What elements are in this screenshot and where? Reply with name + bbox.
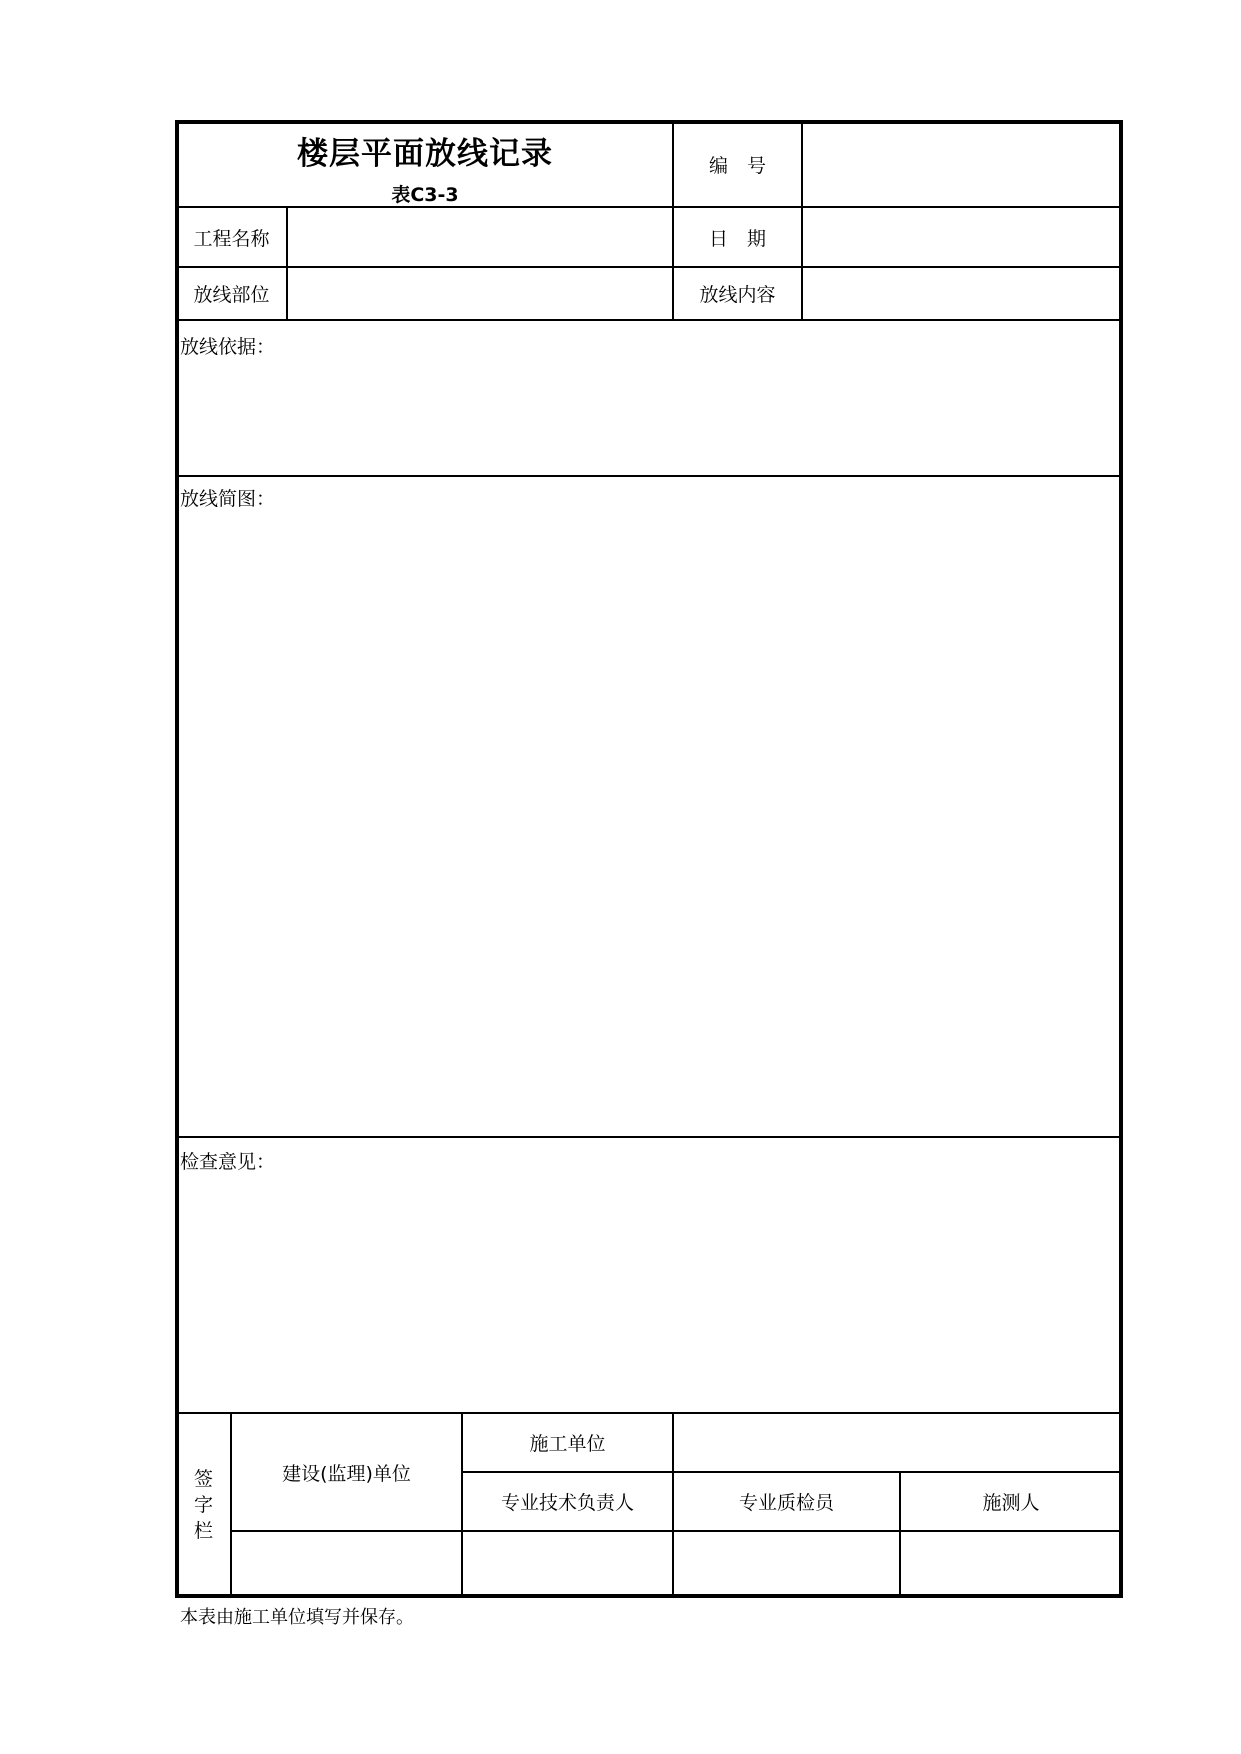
qc-signature-field[interactable] <box>674 1532 899 1596</box>
form-frame <box>175 120 1123 1598</box>
form-title: 楼层平面放线记录 <box>297 136 553 172</box>
row-divider-basis <box>177 475 1121 477</box>
project-name-field[interactable] <box>288 208 672 266</box>
sign-column-char-3: 栏 <box>193 1520 213 1542</box>
location-label: 放线部位 <box>193 284 270 306</box>
row-divider-sketch <box>177 1136 1121 1138</box>
basis-label: 放线依据： <box>180 336 276 358</box>
surveyor-label: 施测人 <box>982 1492 1040 1514</box>
sketch-label: 放线简图： <box>180 488 276 510</box>
form-subtitle: 表C3-3 <box>391 184 459 206</box>
opinion-label: 检查意见： <box>180 1151 276 1173</box>
date-label: 日 期 <box>708 227 766 250</box>
qc-label: 专业质检员 <box>738 1492 834 1514</box>
contractor-label: 施工单位 <box>529 1433 606 1455</box>
sign-column-char-2: 字 <box>193 1494 213 1516</box>
number-label: 编 号 <box>708 154 766 177</box>
owner-label: 建设(监理)单位 <box>282 1462 411 1485</box>
tech-lead-signature-field[interactable] <box>463 1532 672 1596</box>
sign-column-char-1: 签 <box>193 1468 213 1490</box>
contractor-field[interactable] <box>674 1414 1121 1471</box>
number-field[interactable] <box>803 122 1121 206</box>
tech-lead-label: 专业技术负责人 <box>500 1492 634 1514</box>
date-field[interactable] <box>803 208 1121 266</box>
sign-column-label <box>177 1414 230 1596</box>
row-divider-location <box>177 319 1121 321</box>
project-name-label: 工程名称 <box>193 227 270 250</box>
location-field[interactable] <box>288 268 672 319</box>
content-field[interactable] <box>803 268 1121 319</box>
footnote: 本表由施工单位填写并保存。 <box>180 1607 414 1628</box>
surveyor-signature-field[interactable] <box>901 1532 1121 1596</box>
content-label: 放线内容 <box>699 284 776 306</box>
owner-signature-field[interactable] <box>232 1532 461 1596</box>
